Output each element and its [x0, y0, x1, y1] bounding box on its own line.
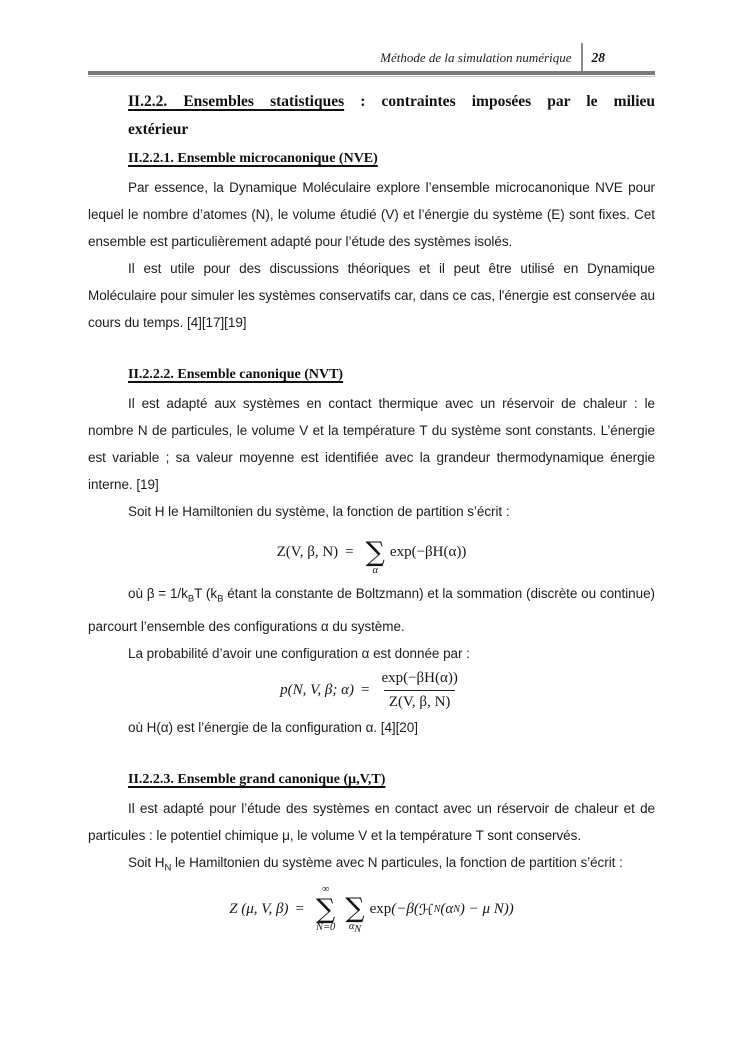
sum-operator-alpha [345, 884, 364, 935]
text-segment: Soit H [128, 854, 165, 870]
heading-canonical-ensemble: II.2.2.2. Ensemble canonique (NVT) [128, 367, 344, 382]
page-header [380, 43, 605, 72]
heading-grand-canonical-ensemble: II.2.2.3. Ensemble grand canonique (μ,V,T) [128, 771, 386, 787]
fraction-numerator: exp(−βH(α)) [381, 669, 458, 686]
text-segment: ) − μ N)) [459, 901, 514, 918]
paragraph-nve-1: Par essence, la Dynamique Moléculaire explore l’ensemble microcanonique NVE pour lequel le nombre d’atomes (N), le volume étudié (V) et l’énergie du système (E) sont fixes. Cet ensemble est particulièrement adapté pour l’étude des systèmes isolés. [88, 180, 655, 249]
heading-microcanonical-ensemble: II.2.2.1. Ensemble microcanonique (NVE) [128, 151, 378, 166]
subscript: N [164, 862, 172, 874]
section-title-line1 [128, 88, 655, 116]
formula-probability [88, 670, 655, 711]
formula-partition-function [88, 528, 655, 577]
paragraph-nvt-2: Soit H le Hamiltonien du système, la fonction de partition s’écrit : [128, 504, 510, 519]
equals-sign: = [345, 544, 354, 560]
paragraph-nvt-1: Il est adapté aux systèmes en contact thermique avec un réservoir de chaleur : le nombre N de particules, le volume V et la température T du système sont constants. L’énergie est variable ; sa valeur moyenne est identifiée avec la grandeur thermodynamique énergie interne. [19] [88, 396, 655, 492]
subscript: B [217, 593, 224, 605]
section-title-numbered: II.2.2. Ensembles statistiques [128, 93, 345, 110]
text-segment: (α [440, 901, 454, 918]
subscript: B [187, 593, 195, 605]
sum-lower-limit: N=0 [315, 922, 336, 934]
sigma-icon: ∑ [345, 893, 365, 925]
subscript: N [354, 924, 362, 936]
running-title: Méthode de la simulation numérique [380, 49, 572, 65]
section-title-line2: extérieur [128, 121, 189, 138]
sigma-icon: ∑ [316, 894, 336, 926]
sum-lower-limit: α [372, 565, 379, 576]
formula-rhs: exp(−βH(α)) [389, 544, 467, 560]
formula-lhs: Z(V, β, N) [276, 544, 339, 560]
text-segment: où β = 1/k [128, 586, 188, 601]
sum-operator-n [316, 885, 335, 934]
sum-upper-limit: ∞ [321, 884, 330, 896]
fraction-denominator: Z(V, β, N) [384, 690, 456, 711]
text-segment: T (k [194, 586, 218, 601]
alpha-symbol: α [348, 921, 355, 933]
equals-sign: = [295, 901, 304, 918]
formula-lhs: Z (μ, V, β) [229, 901, 289, 918]
fraction [376, 670, 462, 711]
formula-lhs: p(N, V, β; α) [280, 681, 354, 698]
sum-lower-limit [349, 922, 361, 935]
section-title-rest: : contraintes imposées par le milieu [344, 93, 656, 110]
subscript: N [453, 904, 460, 916]
sigma-icon: ∑ [365, 537, 385, 568]
script-hamiltonian-symbol: ℋ [418, 900, 434, 919]
page-content [88, 76, 655, 938]
section-title [128, 88, 655, 144]
header-rule-thick-line [88, 71, 655, 75]
subscript: N [433, 904, 441, 916]
paragraph-nvt-4: La probabilité d’avoir une configuration α est donnée par : [128, 645, 470, 661]
paragraph-grand-1: Il est adapté pour l’étude des systèmes en contact avec un réservoir de chaleur et de particules : le potentiel chimique μ, le volume V et la température T sont conservés. [88, 800, 655, 843]
paragraph-grand-2 [88, 849, 655, 882]
paragraph-nve-2: Il est utile pour des discussions théoriques et il peut être utilisé en Dynamique Moléculaire pour simuler les systèmes conservatifs car, dans ce cas, l'énergie est conservée au cours du temps. [4][17][19] [88, 261, 655, 330]
page-number: 28 [591, 49, 605, 65]
formula-grand-partition [88, 884, 655, 935]
text-segment: le Hamiltonien du système avec N particules, la fonction de partition s’écrit : [171, 854, 623, 870]
equals-sign: = [360, 681, 370, 698]
text-segment: (−β( [391, 901, 419, 918]
paragraph-nvt-5: où H(α) est l’énergie de la configuration α. [4][20] [128, 719, 418, 735]
paragraph-nvt-3 [88, 580, 655, 640]
exp-operator: exp [369, 901, 392, 918]
text-segment: étant la constante de Boltzmann) et la sommation (discrète ou continue) parcourt l’ensemble des configurations α du système. [88, 586, 655, 634]
sum-operator [366, 528, 385, 577]
